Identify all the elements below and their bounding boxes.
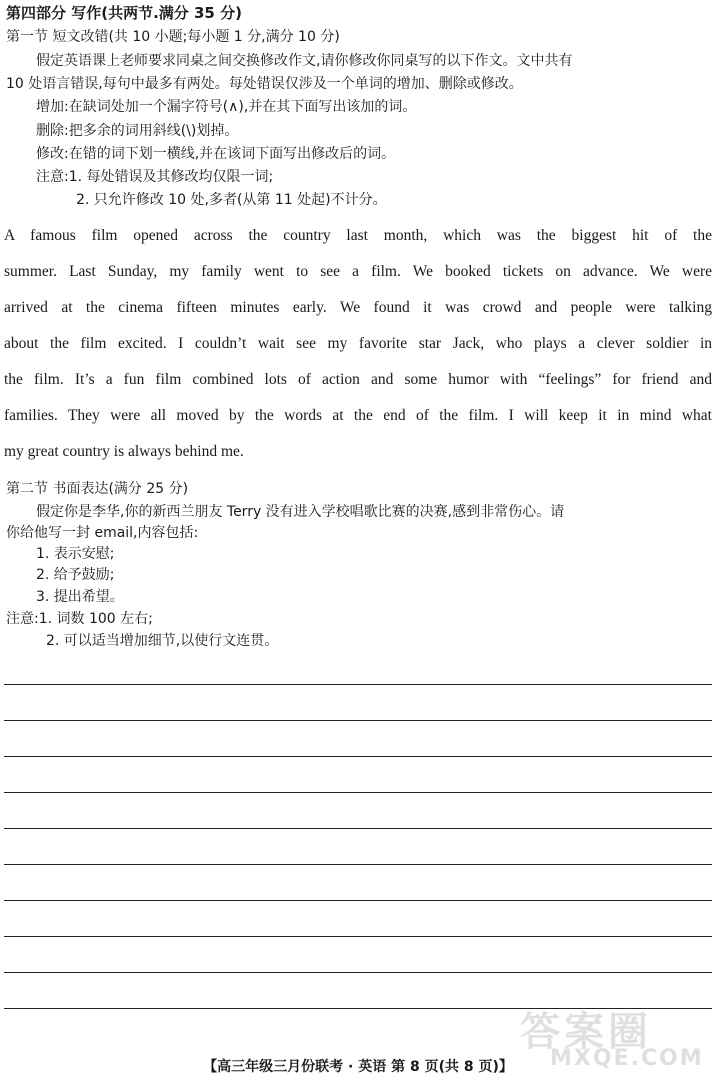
writing-line[interactable] [4,900,712,901]
writing-line[interactable] [4,792,712,793]
section2-note-1: 注意:1. 词数 100 左右; [6,611,153,627]
section1-instruction-add: 增加:在缺词处加一个漏字符号(∧),并在其下面写出该加的词。 [36,99,417,115]
writing-line[interactable] [4,936,712,937]
writing-line[interactable] [4,972,712,973]
passage-line: about the film excited. I couldn’t wait see my favorite star Jack, who plays a clever soldier in [4,335,712,352]
section1-instruction-delete: 删除:把多余的词用斜线(\)划掉。 [36,123,239,139]
section2-prompt-1: 假定你是李华,你的新西兰朋友 Terry 没有进入学校唱歌比赛的决赛,感到非常伤心。请 [36,504,565,520]
section1-instruction-1: 假定英语课上老师要求同桌之间交换修改作文,请你修改你同桌写的以下作文。文中共有 [36,53,573,69]
section1-title: 第一节 短文改错(共 10 小题;每小题 1 分,满分 10 分) [6,29,340,45]
passage-line: summer. Last Sunday, my family went to see a film. We booked tickets on advance. We were [4,263,712,280]
section2-point-1: 1. 表示安慰; [36,546,115,562]
part-header: 第四部分 写作(共两节.满分 35 分) [6,4,242,22]
writing-line[interactable] [4,864,712,865]
section1-note-2: 2. 只允许修改 10 处,多者(从第 11 处起)不计分。 [76,192,387,208]
writing-line[interactable] [4,1008,712,1009]
passage-line: my great country is always behind me. [4,443,244,460]
writing-line[interactable] [4,756,712,757]
section2-point-3: 3. 提出希望。 [36,589,124,605]
page-footer: 【高三年级三月份联考 · 英语 第 8 页(共 8 页)】 [203,1059,513,1075]
writing-line[interactable] [4,684,712,685]
writing-line[interactable] [4,828,712,829]
passage-line: arrived at the cinema fifteen minutes early. We found it was crowd and people were talking [4,299,712,316]
section1-instruction-2: 10 处语言错误,每句中最多有两处。每处错误仅涉及一个单词的增加、删除或修改。 [6,76,523,92]
section2-prompt-2: 你给他写一封 email,内容包括: [6,525,199,541]
watermark-url: MXQE.COM [550,1046,704,1071]
passage-line: the film. It’s a fun film combined lots of action and some humor with “feelings” for friend and [4,371,712,388]
watermark-title: 答案圈 [520,1009,652,1055]
passage-line: A famous film opened across the country last month, which was the biggest hit of the [4,227,712,244]
section2-point-2: 2. 给予鼓励; [36,567,115,583]
section2-note-2: 2. 可以适当增加细节,以使行文连贯。 [46,633,279,649]
section1-note-1: 注意:1. 每处错误及其修改均仅限一词; [36,169,274,185]
section1-instruction-modify: 修改:在错的词下划一横线,并在该词下面写出修改后的词。 [36,146,396,162]
passage-line: families. They were all moved by the words at the end of the film. I will keep it in mind what [4,407,712,424]
section2-title: 第二节 书面表达(满分 25 分) [6,481,189,497]
writing-line[interactable] [4,720,712,721]
